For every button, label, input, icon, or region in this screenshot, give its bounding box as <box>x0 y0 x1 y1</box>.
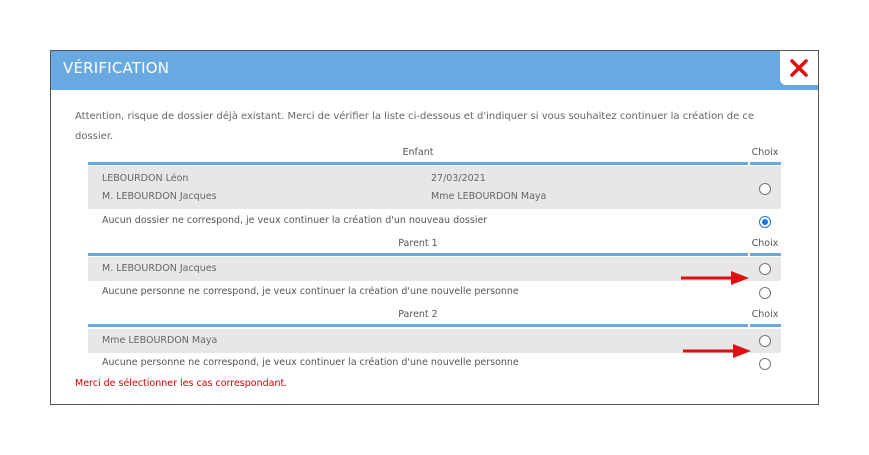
choice-divider <box>750 253 781 256</box>
section-divider <box>88 253 748 256</box>
enfant-match-radio[interactable] <box>759 183 771 195</box>
section-divider <box>88 324 748 327</box>
child-name: LEBOURDON Léon <box>102 173 189 184</box>
verification-dialog <box>50 50 819 405</box>
parent2-match-row[interactable] <box>88 329 781 353</box>
parent2-none-option-label: Aucune personne ne correspond, je veux continuer la création d'une nouvelle personne <box>102 357 519 368</box>
close-button[interactable] <box>780 51 818 85</box>
error-message: Merci de sélectionner les cas correspondant. <box>75 378 288 389</box>
choice-header-parent1: Choix <box>751 238 779 249</box>
child-birthdate: 27/03/2021 <box>431 173 486 184</box>
parent1-none-option-label: Aucune personne ne correspond, je veux continuer la création d'une nouvelle personne <box>102 286 519 297</box>
close-x-icon <box>790 59 808 77</box>
choice-divider <box>750 162 781 165</box>
section-title-parent2: Parent 2 <box>398 309 438 320</box>
choice-header-enfant: Choix <box>751 147 779 158</box>
enfant-none-option-label: Aucun dossier ne correspond, je veux continuer la création d'un nouveau dossier <box>102 215 488 226</box>
parent1-name: M. LEBOURDON Jacques <box>102 263 217 274</box>
section-divider <box>88 162 748 165</box>
dialog-titlebar <box>51 51 818 90</box>
parent1-none-radio[interactable] <box>759 287 771 299</box>
section-title-parent1: Parent 1 <box>398 238 438 249</box>
parent2-name: Mme LEBOURDON Maya <box>102 335 218 346</box>
parent1-match-radio[interactable] <box>759 263 771 275</box>
enfant-none-radio[interactable] <box>759 216 771 228</box>
section-title-enfant: Enfant <box>402 147 434 158</box>
choice-header-parent2: Choix <box>751 309 779 320</box>
dialog-title: VÉRIFICATION <box>63 59 170 77</box>
choice-divider <box>750 324 781 327</box>
enfant-match-row[interactable] <box>88 166 781 209</box>
red-arrow-icon <box>681 269 751 287</box>
parent2-none-radio[interactable] <box>759 358 771 370</box>
intro-text: Attention, risque de dossier déjà existant. Merci de vérifier la liste ci-dessous et d'indiquer si vous souhaitez continuer la création de ce dossier. <box>75 111 755 142</box>
child-father: M. LEBOURDON Jacques <box>102 191 217 202</box>
parent2-match-radio[interactable] <box>759 335 771 347</box>
child-mother: Mme LEBOURDON Maya <box>431 191 547 202</box>
red-arrow-icon <box>683 342 753 360</box>
parent1-match-row[interactable] <box>88 257 781 281</box>
